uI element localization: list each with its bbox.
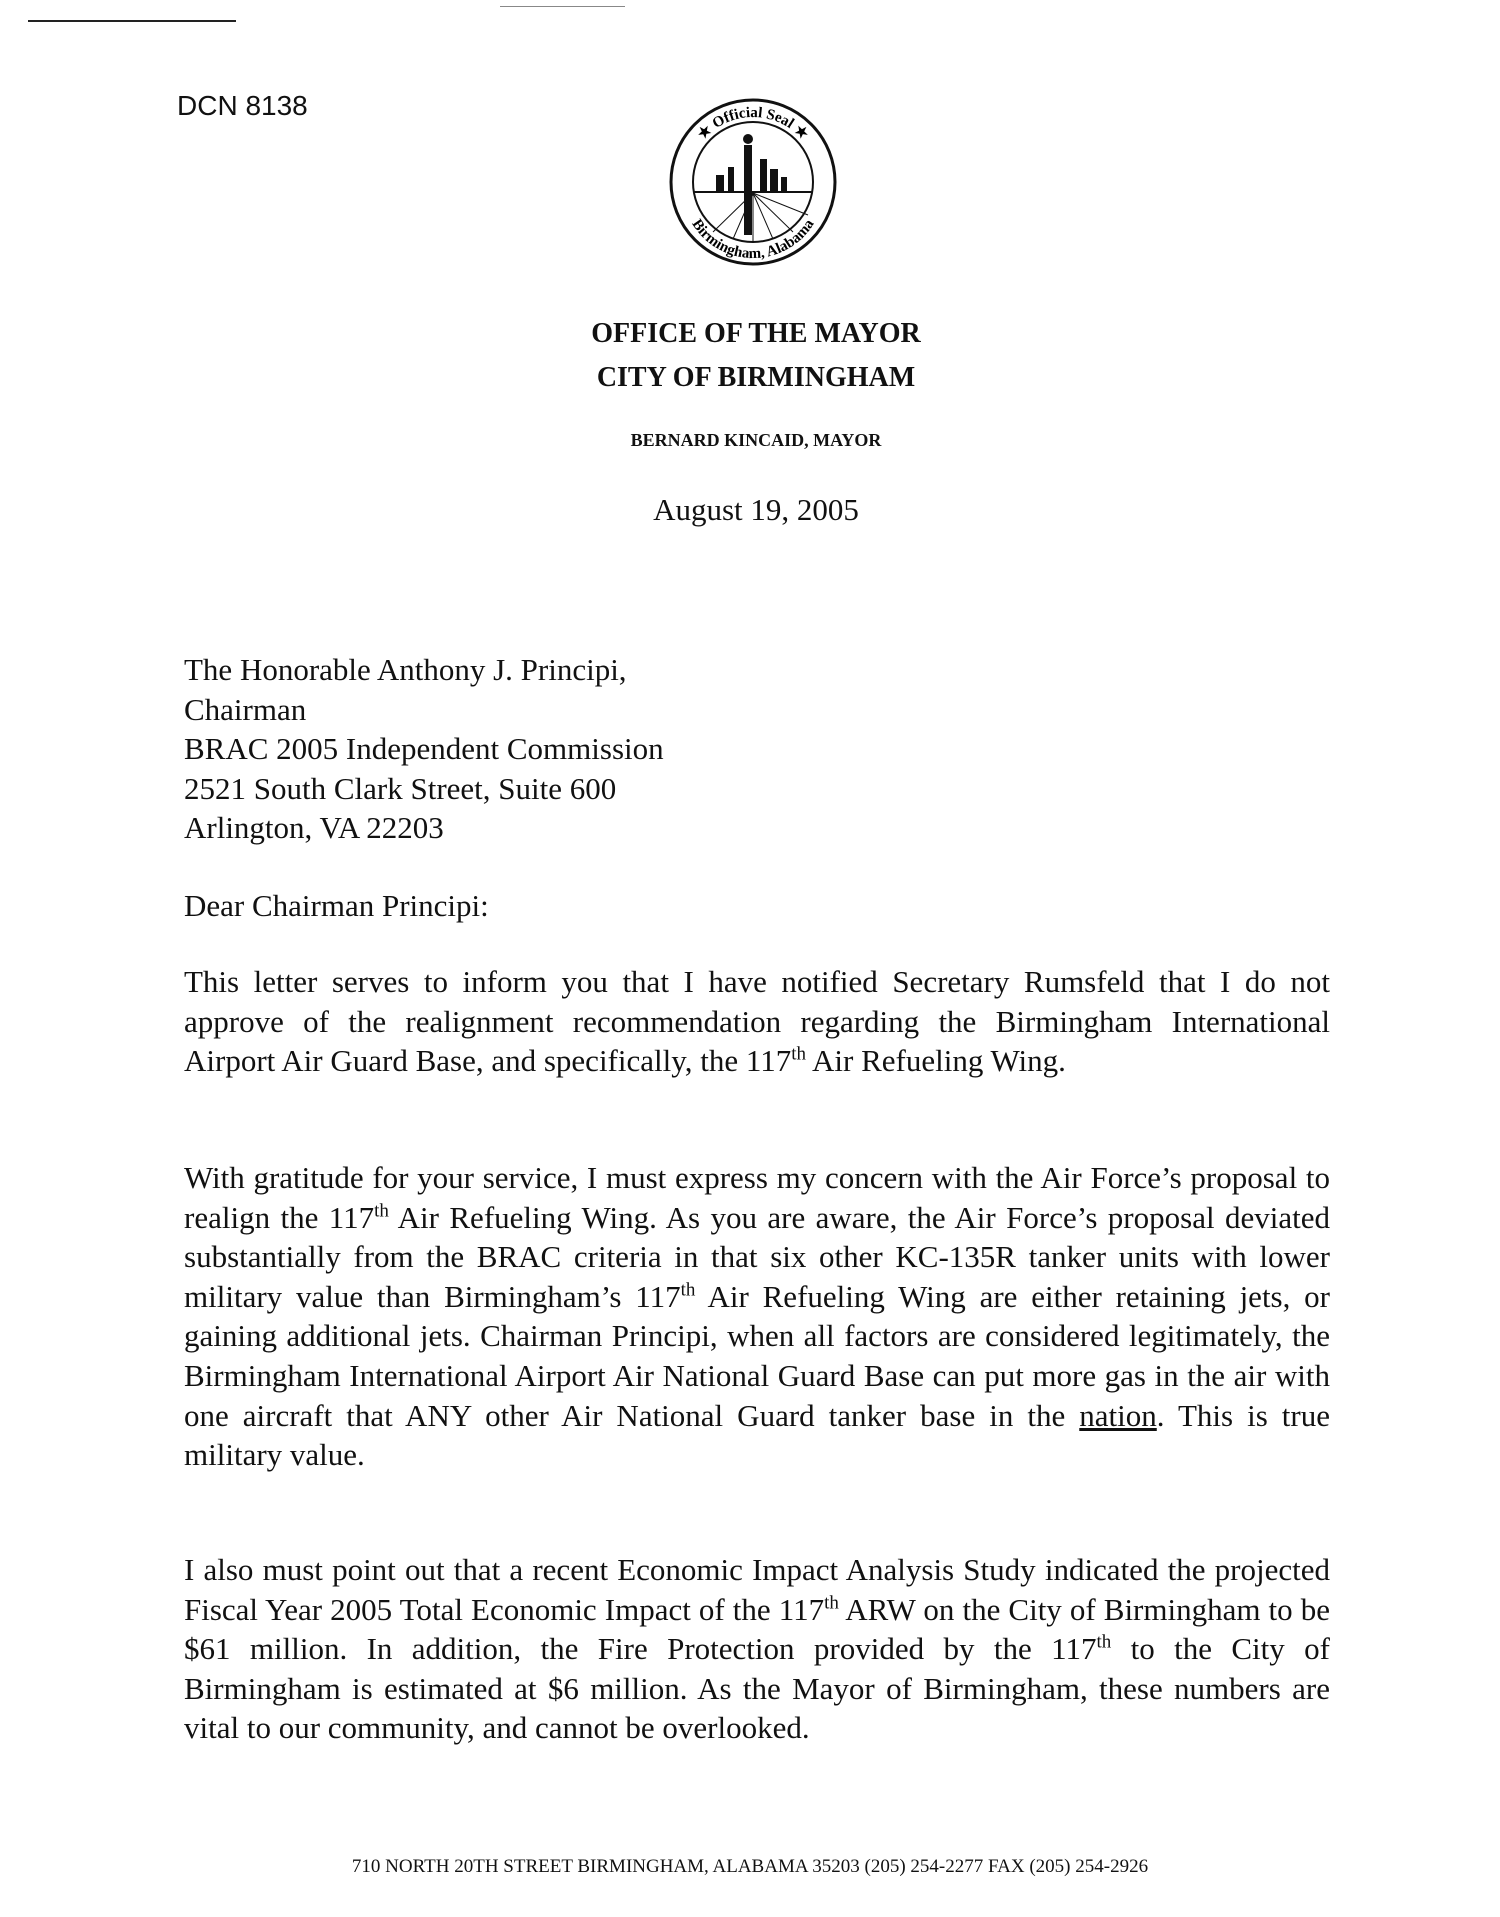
text: I also must point out that a recent Economic Impact Analysis Study indicated the projected Fiscal Year 2005 Total Economic Impact of the 117	[184, 1552, 1330, 1627]
recipient-line: BRAC 2005 Independent Commission	[184, 731, 664, 766]
city-heading: CITY OF BIRMINGHAM	[596, 362, 916, 393]
scan-artifact-line	[28, 20, 236, 22]
recipient-address	[184, 650, 664, 848]
scan-artifact-line	[500, 6, 625, 7]
office-heading: OFFICE OF THE MAYOR	[591, 318, 921, 349]
text: to the City of Birmingham is estimated at $6 million. As the Mayor of Birmingham, these numbers are vital to our community, and cannot be overlooked.	[184, 1631, 1330, 1746]
text: With gratitude for your service, I must express my concern with the Air Force’s proposal to realign the 117	[184, 1160, 1330, 1235]
body-paragraph-1	[184, 962, 1330, 1081]
body-paragraph-3	[184, 1550, 1330, 1748]
text: Air Refueling Wing.	[805, 1043, 1066, 1079]
superscript: th	[374, 1200, 389, 1222]
body-paragraph-2	[184, 1158, 1330, 1475]
underlined-text: nation	[1079, 1397, 1157, 1433]
text: Air Refueling Wing. As you are aware, the Air Force’s proposal deviated substantially from the BRAC criteria in that six other KC-135R tanker units with lower military value than Birmingham’s 117	[184, 1199, 1330, 1314]
text: ARW on the City of Birmingham to be $61 million. In addition, the Fire Protection provided by the 117	[184, 1591, 1330, 1667]
salutation: Dear Chairman Principi:	[184, 888, 489, 923]
text: . This is true military value.	[184, 1397, 1330, 1473]
document-control-number: DCN 8138	[177, 90, 308, 121]
recipient-line: The Honorable Anthony J. Principi,	[184, 652, 627, 687]
text: Air Refueling Wing are either retaining jets, or gaining additional jets. Chairman Principi, when all factors are considered legitimately, the Birmingham International Airport Air National Guard Base can put more gas in the air with one aircraft that ANY other Air National Guard tanker base in the	[184, 1278, 1331, 1433]
letter-date: August 19, 2005	[653, 492, 859, 527]
mayor-name: BERNARD KINCAID, MAYOR	[630, 430, 882, 450]
recipient-line: 2521 South Clark Street, Suite 600	[184, 770, 617, 806]
superscript: th	[824, 1592, 839, 1614]
city-seal-logo	[668, 97, 838, 267]
recipient-line: Chairman	[184, 691, 307, 727]
superscript: th	[680, 1279, 696, 1301]
footer-address: 710 NORTH 20TH STREET BIRMINGHAM, ALABAMA 35203 (205) 254-2277 FAX (205) 254-2926	[351, 1856, 1149, 1877]
recipient-line: Arlington, VA 22203	[184, 810, 444, 845]
text: This letter serves to inform you that I have notified Secretary Rumsfeld that I do not approve of the realignment recommendation regarding the Birmingham International Airport Air Guard Base, and specifically, the 117	[184, 964, 1330, 1079]
superscript: th	[791, 1043, 806, 1065]
svg-text:Birmingham, Alabama: Birmingham, Alabama	[688, 216, 818, 263]
svg-text:★ Official Seal ★: ★ Official Seal ★	[694, 104, 812, 143]
superscript: th	[1096, 1631, 1112, 1653]
